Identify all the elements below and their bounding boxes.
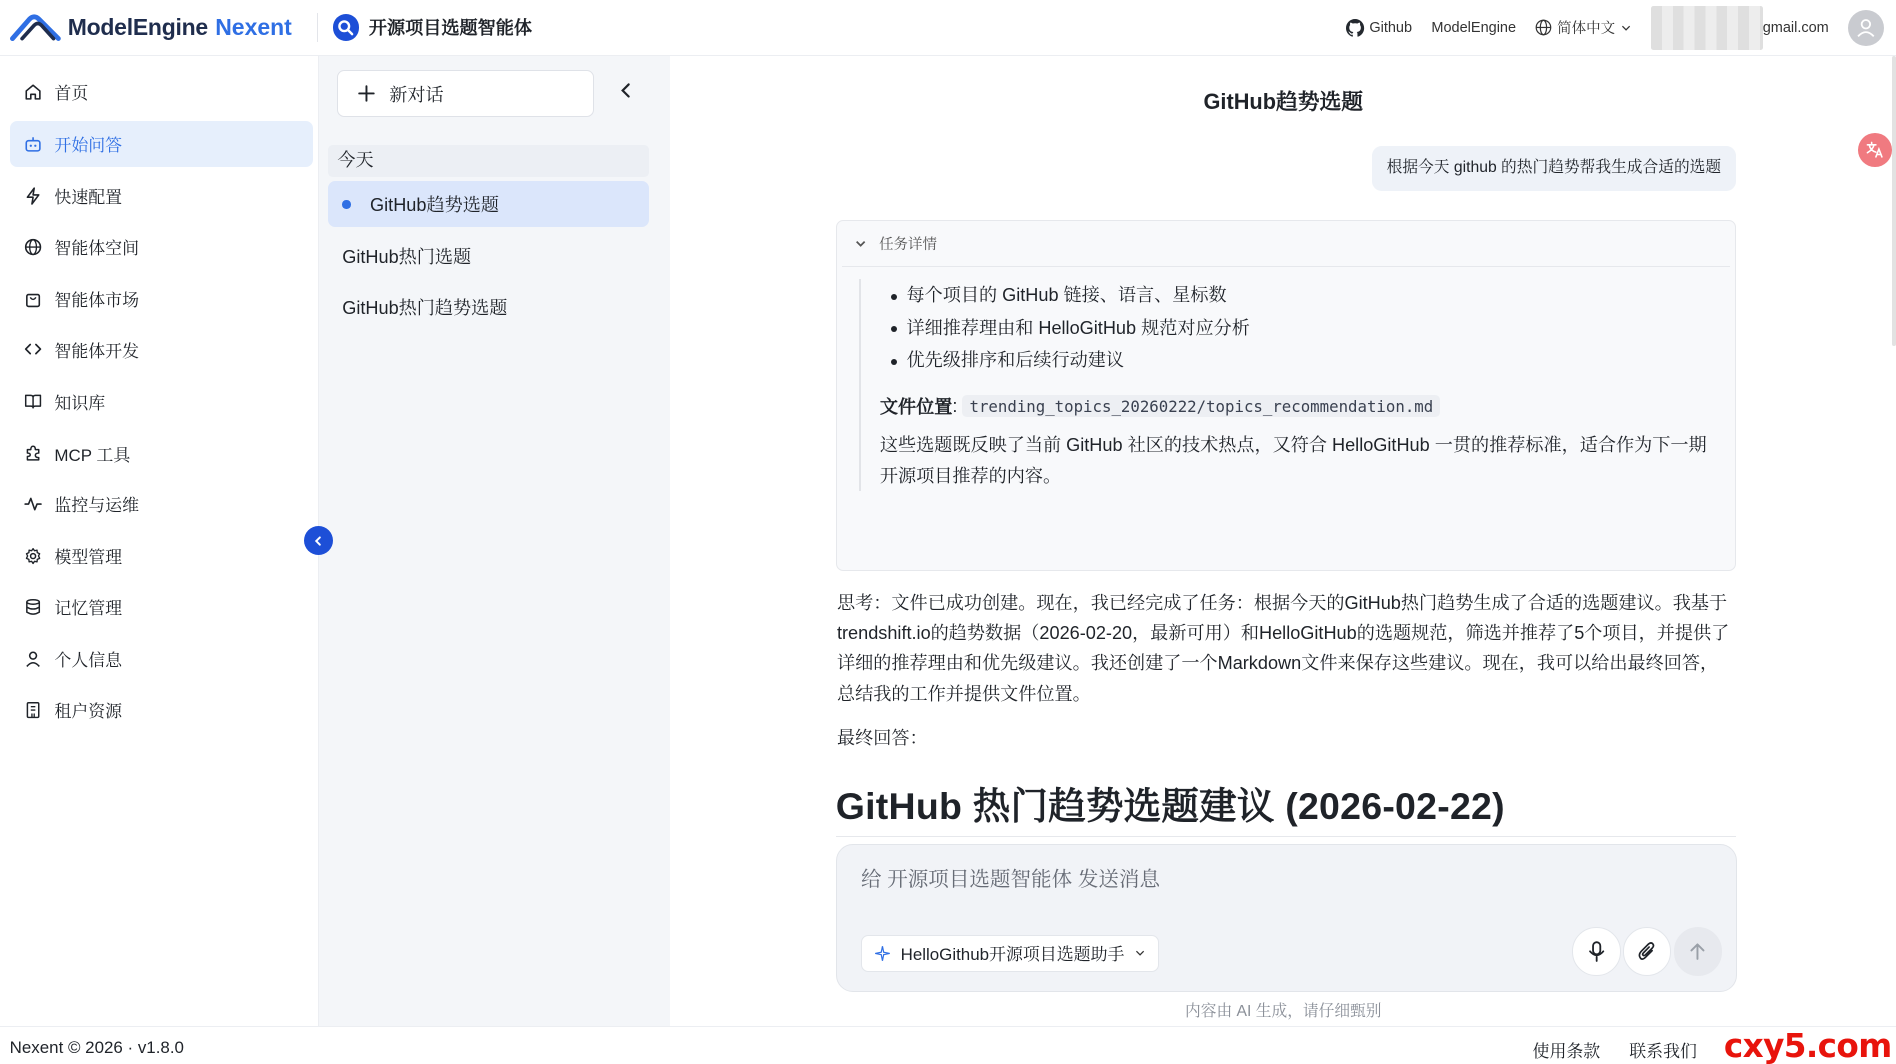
- paperclip-icon: [1637, 941, 1656, 963]
- database-icon: [24, 598, 42, 616]
- sidebar-item-label: 智能体市场: [54, 290, 140, 310]
- brand-accent: Nexent: [215, 13, 292, 40]
- shopping-bag-icon: [24, 290, 42, 308]
- top-bar: [0, 0, 1896, 56]
- sidebar-item-label: 快速配置: [54, 187, 123, 207]
- file-location-label: 文件位置: [879, 397, 953, 418]
- user-icon: [24, 650, 42, 668]
- message-input[interactable]: 给 开源项目选题智能体 发送消息: [860, 868, 1161, 892]
- sidebar-item-agent-dev[interactable]: [10, 327, 314, 373]
- modelengine-link[interactable]: [1431, 20, 1516, 36]
- sidebar-item-profile[interactable]: [10, 636, 314, 682]
- redacted-username: [1651, 6, 1762, 50]
- chevron-down-icon: [1620, 22, 1632, 34]
- arrow-up-icon: [1689, 942, 1706, 961]
- sidebar-item-chat[interactable]: [10, 121, 314, 167]
- language-label: 简体中文: [1557, 21, 1616, 38]
- sidebar-item-label: 模型管理: [54, 548, 123, 568]
- chevron-down-icon: [1134, 947, 1146, 959]
- footer: [0, 1026, 1896, 1064]
- list-item: 优先级排序和后续行动建议: [906, 344, 1719, 377]
- code-icon: [24, 340, 42, 358]
- sidebar-item-label: 租户资源: [54, 701, 123, 721]
- conversation-group-today: 今天: [328, 145, 650, 176]
- puzzle-icon: [24, 444, 42, 462]
- book-icon: [24, 392, 42, 410]
- chat-bot-icon: [24, 135, 42, 153]
- brand-name: ModelEngine: [67, 13, 208, 40]
- file-location: [880, 392, 1720, 421]
- sidebar-item-agent-space[interactable]: [10, 224, 314, 270]
- sidebar-item-label: 首页: [54, 83, 89, 103]
- conversation-item-label: GitHub热门选题: [342, 247, 472, 268]
- chat-main: [670, 56, 1896, 1026]
- watermark: cxy5.com: [1723, 1026, 1892, 1064]
- voice-input-button[interactable]: [1572, 927, 1620, 975]
- answer-heading: GitHub 热门趋势选题建议 (2026-02-22): [835, 785, 1505, 828]
- task-bullet-list: [880, 279, 1720, 377]
- conversation-item-label: GitHub趋势选题: [370, 195, 499, 216]
- gear-icon: [24, 547, 42, 565]
- sidebar-item-tenant[interactable]: [10, 687, 314, 733]
- conversation-item-label: GitHub热门趋势选题: [342, 298, 508, 319]
- sidebar-item-label: 智能体空间: [54, 238, 140, 258]
- sidebar-collapse-button[interactable]: [304, 526, 333, 555]
- conversation-item[interactable]: [328, 284, 650, 330]
- sidebar-item-label: 知识库: [54, 393, 106, 413]
- collapse-conversations-button[interactable]: [619, 82, 634, 105]
- terms-link[interactable]: 使用条款: [1532, 1041, 1601, 1061]
- thinking-text: 思考：文件已成功创建。现在，我已经完成了任务：根据今天的GitHub热门趋势生成了合适的选题建议。我基于trendshift.io的趋势数据（2026-02-20，最新可用）和HelloGitHub的选题规范，筛选并推荐了5个项目，并提供了详细的推荐理由和优先级建议。我还创建了一个Markdown文件来保存这些建议。现在，我可以给出最终回答，总结我的工作并提供文件位置。: [836, 592, 1730, 704]
- top-right-actions: [1346, 0, 1884, 56]
- header-divider: [317, 13, 318, 42]
- globe-icon: [24, 238, 42, 256]
- conversation-item[interactable]: [328, 181, 650, 227]
- sidebar-item-label: 开始问答: [54, 135, 123, 155]
- sidebar-item-knowledge[interactable]: [10, 379, 314, 425]
- sidebar-item-quick-config[interactable]: [10, 173, 314, 219]
- brand-logo[interactable]: [0, 0, 317, 55]
- translate-icon: [1865, 140, 1884, 159]
- chat-title: GitHub趋势选题: [1203, 88, 1364, 114]
- bolt-icon: [24, 187, 42, 205]
- agent-selector[interactable]: [861, 935, 1159, 972]
- translate-float-button[interactable]: [1858, 133, 1892, 167]
- conversation-item[interactable]: [328, 233, 650, 279]
- ai-disclaimer: 内容由 AI 生成，请仔细甄别: [1185, 1003, 1382, 1021]
- list-item: 详细推荐理由和 HelloGitHub 规范对应分析: [906, 312, 1719, 345]
- plus-icon: [358, 85, 375, 102]
- user-email: gmail.com: [1762, 19, 1829, 36]
- modelengine-logo-icon: [10, 12, 66, 43]
- sidebar-item-label: 智能体开发: [54, 341, 140, 361]
- current-agent: [333, 14, 532, 41]
- task-details-card: [836, 220, 1736, 571]
- sparkle-icon: [874, 945, 891, 962]
- active-dot: [342, 200, 350, 208]
- file-location-separator: :: [952, 395, 958, 416]
- github-icon: [1346, 19, 1364, 37]
- sidebar: [0, 56, 319, 1026]
- send-button[interactable]: [1674, 927, 1722, 975]
- avatar[interactable]: [1848, 10, 1884, 46]
- sidebar-item-agent-market[interactable]: [10, 276, 314, 322]
- activity-icon: [24, 495, 42, 513]
- github-link[interactable]: [1346, 19, 1412, 37]
- contact-link[interactable]: 联系我们: [1629, 1041, 1697, 1061]
- attach-file-button[interactable]: [1623, 927, 1671, 975]
- language-selector[interactable]: [1535, 17, 1632, 38]
- sidebar-item-models[interactable]: [10, 533, 314, 579]
- chevron-down-icon: [854, 237, 867, 250]
- github-link-label: Github: [1369, 19, 1413, 36]
- file-path: trending_topics_20260222/topics_recommendation.md: [962, 395, 1440, 416]
- sidebar-item-label: 监控与运维: [54, 496, 140, 516]
- conversation-panel: [319, 56, 670, 1026]
- agent-search-icon: [333, 14, 360, 41]
- sidebar-item-memory[interactable]: [10, 584, 314, 630]
- footer-links: [1533, 1038, 1697, 1062]
- chevron-left-icon: [619, 82, 634, 99]
- task-details-header: 任务详情: [879, 237, 938, 254]
- final-answer-label: 最终回答：: [836, 728, 928, 749]
- sidebar-item-mcp-tools[interactable]: [10, 431, 314, 477]
- chevron-left-icon: [312, 535, 324, 547]
- list-item: 每个项目的 GitHub 链接、语言、星标数: [906, 279, 1719, 312]
- sidebar-item-label: MCP 工具: [54, 445, 131, 465]
- sidebar-item-label: 记忆管理: [54, 599, 123, 619]
- user-avatar-icon: [1855, 17, 1877, 39]
- globe-icon: [1535, 19, 1552, 36]
- sidebar-item-home[interactable]: [10, 69, 314, 115]
- building-icon: [24, 701, 42, 719]
- modelengine-link-label: ModelEngine: [1431, 19, 1517, 36]
- task-summary: 这些选题既反映了当前 GitHub 社区的技术热点，又符合 HelloGitHub 一贯的推荐标准，适合作为下一期开源项目推荐的内容。: [879, 435, 1707, 486]
- agent-selector-label: HelloGithub开源项目选题助手: [900, 945, 1125, 965]
- task-details-toggle[interactable]: [842, 221, 1730, 267]
- task-details-body: [859, 279, 1720, 491]
- heading-divider: [836, 836, 1736, 837]
- copyright: Nexent © 2026 · v1.8.0: [9, 1037, 184, 1057]
- agent-name: 开源项目选题智能体: [368, 18, 532, 39]
- sidebar-item-label: 个人信息: [54, 651, 123, 671]
- home-icon: [24, 83, 42, 101]
- user-message: 根据今天 github 的热门趋势帮我生成合适的选题: [1372, 146, 1736, 191]
- message-composer[interactable]: [836, 844, 1737, 992]
- sidebar-item-monitoring[interactable]: [10, 481, 314, 527]
- microphone-icon: [1587, 941, 1606, 963]
- scrollbar[interactable]: [1892, 56, 1896, 346]
- new-chat-label: 新对话: [389, 84, 444, 105]
- new-chat-button[interactable]: [337, 70, 593, 117]
